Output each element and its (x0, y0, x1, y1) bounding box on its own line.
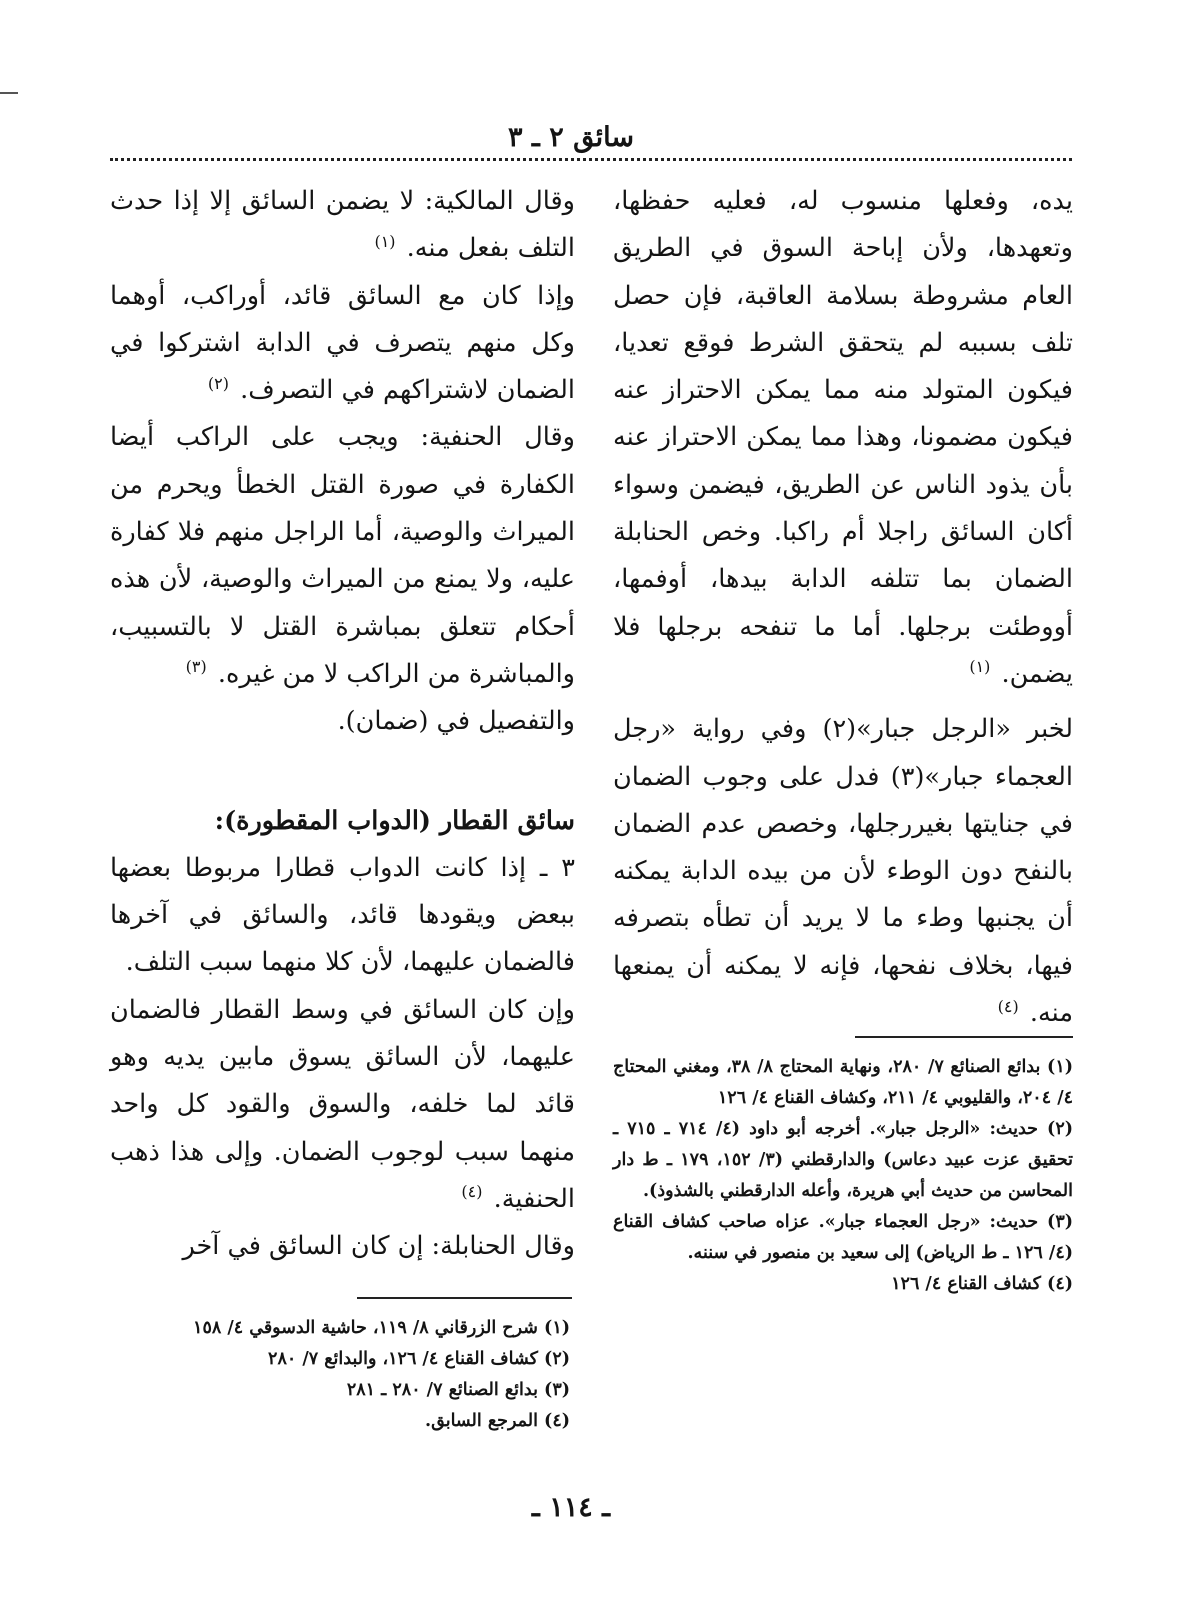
footnote-separator-right (855, 1036, 1073, 1038)
footnote-ref: (٢) (207, 373, 230, 393)
footnote-item: (٣) بدائع الصنائع ٧/ ٢٨٠ ـ ٢٨١ (346, 1380, 570, 1400)
paragraph-text: وإن كان السائق في وسط القطار فالضمان عليهما، لأن السائق يسوق مابين يديه وهو قائد لما خلفه، والسوق والقود كل واحد منهما سبب لوجوب الضمان. وإلى هذا ذهب الحنفية. (110, 994, 575, 1214)
page-number: ـ ١١٤ ـ (531, 1492, 611, 1523)
section-paragraph-1 (110, 845, 575, 987)
footnote-item: (٢) كشاف القناع ٤/ ١٢٦، والبدائع ٧/ ٢٨٠ (268, 1349, 570, 1369)
footnote-item: (٤) كشاف القناع ٤/ ١٢٦ (891, 1274, 1073, 1294)
paragraph-text: يده، وفعلها منسوب له، فعليه حفظها، وتعهدها، ولأن إباحة السوق في الطريق العام مشروطة بسلامة العاقبة، فإن حصل تلف بسببه لم يتحقق الشرط فوقع تعديا، فيكون المتولد منه مما يمكن الاحتراز عنه فيكون مضمونا، وهذا مما يمكن الاحتراز عنه بأن يذود الناس عن الطريق، فيضمن وسواء أكان السائق راجلا أم راكبا. وخص الحنابلة الضمان بما تتلفه الدابة بيدها، أوفمها، أووطئت برجلها. أما ما تنفحه برجلها فلا يضمن. (613, 186, 1073, 689)
section-paragraph-2 (110, 987, 575, 1223)
footnote-ref: (١) (969, 657, 991, 677)
footnote-ref: (٣) (185, 657, 207, 677)
footnote-item: (٢) حديث: «الرجل جبار». أخرجه أبو داود (٤/ ٧١٤ ـ ٧١٥ ـ تحقيق عزت عبيد دعاس) والدارقطني (٣/ ١٥٢، ١٧٩ ـ ط دار المحاسن من حديث أبي هريرة، وأعله الدارقطني بالشذوذ). (613, 1119, 1074, 1201)
section-heading: سائق القطار (الدواب المقطورة): (214, 805, 575, 836)
scan-edge-mark (0, 92, 18, 94)
footnote-ref: (٤) (997, 996, 1019, 1016)
header-dotted-rule (110, 158, 1072, 161)
paragraph-text: وقال الحنابلة: إن كان السائق في آخر (182, 1231, 575, 1262)
right-column (613, 178, 1073, 1037)
left-paragraph-3 (110, 414, 575, 698)
left-paragraph-4 (110, 698, 575, 745)
section-paragraph-3 (110, 1223, 575, 1270)
footnote-separator-left (357, 1297, 572, 1299)
paragraph-text: وقال المالكية: لا يضمن السائق إلا إذا حدث التلف بفعل منه. (110, 186, 575, 264)
paragraph-text: ٣ ـ إذا كانت الدواب قطارا مربوطا بعضها ببعض ويقودها قائد، والسائق في آخرها فالضمان عليهما، لأن كلا منهما سبب التلف. (110, 852, 575, 978)
left-column (110, 178, 575, 1271)
paragraph-text: لخبر «الرجل جبار»(٢) وفي رواية «رجل العجماء جبار»(٣) فدل على وجوب الضمان في جنايتها بغيررجلها، وخصص عدم الضمان بالنفح دون الوطء لأن من بيده الدابة يمكنه أن يجنبها وطء ما لا يريد أن تطأه بتصرفه فيها، بخلاف نفحها، فإنه لا يمكنه أن يمنعها منه. (613, 714, 1073, 1029)
paragraph-text: وقال الحنفية: ويجب على الراكب أيضا الكفارة في صورة القتل الخطأ ويحرم من الميراث والوصية، أما الراجل منهم فلا كفارة عليه، ولا يمنع من الميراث والوصية، لأن هذه أحكام تتعلق بمباشرة القتل لا بالتسبيب، والمباشرة من الراكب لا من غيره. (110, 422, 575, 689)
paragraph-text: وإذا كان مع السائق قائد، أوراكب، أوهما وكل منهم يتصرف في الدابة اشتركوا في الضمان لاشتراكهم في التصرف. (110, 280, 575, 406)
paragraph-text: والتفصيل في (ضمان). (337, 706, 575, 737)
page-header-title: سائق ٢ ـ ٣ (507, 122, 635, 153)
footnote-ref: (١) (374, 231, 396, 251)
left-paragraph-1 (110, 178, 575, 273)
right-paragraph-2 (613, 706, 1073, 1037)
footnote-item: (٤) المرجع السابق. (425, 1411, 570, 1431)
footnote-item: (١) بدائع الصنائع ٧/ ٢٨٠، ونهاية المحتاج ٨/ ٣٨، ومغني المحتاج ٤/ ٢٠٤، والقليوبي ٤/ ٢١١، وكشاف القناع ٤/ ١٢٦ (613, 1057, 1073, 1108)
footnote-item: (١) شرح الزرقاني ٨/ ١١٩، حاشية الدسوقي ٤/ ١٥٨ (193, 1318, 570, 1338)
left-paragraph-2 (110, 273, 575, 415)
right-paragraph-1 (613, 178, 1073, 698)
footnotes-right (613, 1052, 1073, 1300)
footnotes-left (110, 1313, 570, 1437)
footnote-item: (٣) حديث: «رجل العجماء جبار». عزاه صاحب كشاف القناع (٤/ ١٢٦ ـ ط الرياض) إلى سعيد بن منصور في سننه. (613, 1212, 1073, 1263)
footnote-ref: (٤) (461, 1182, 483, 1202)
